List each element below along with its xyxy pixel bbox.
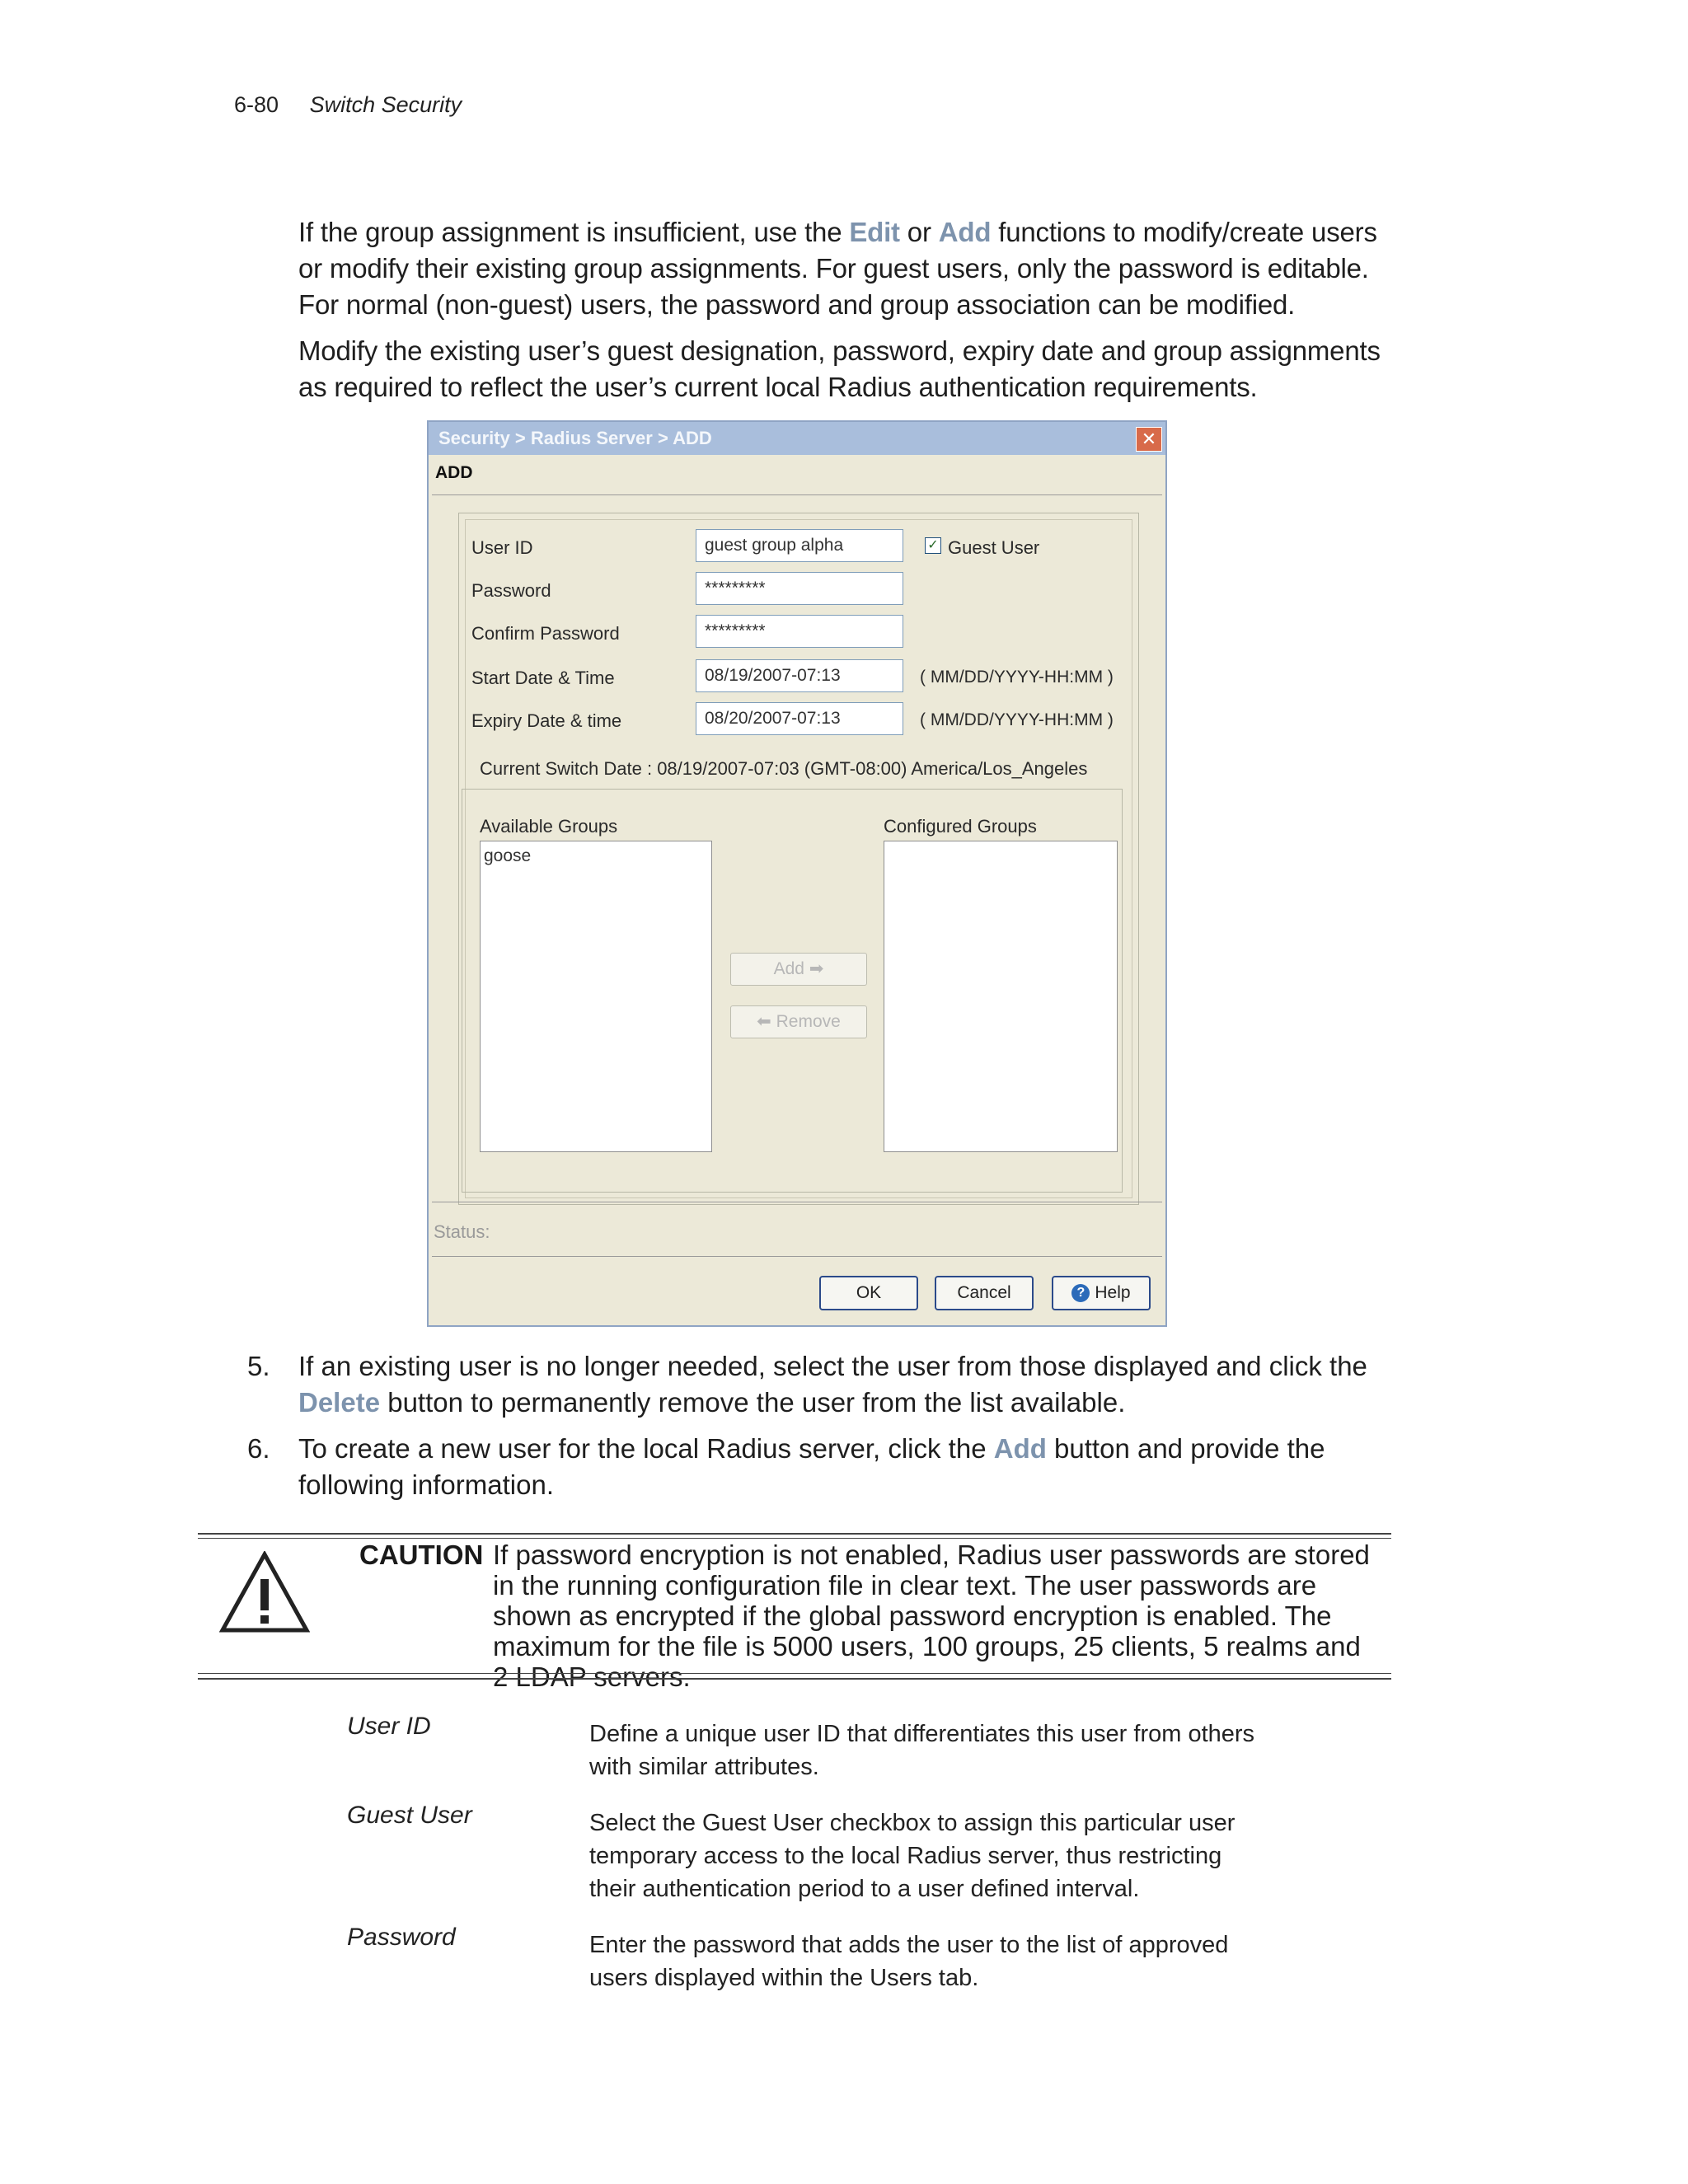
- definition-desc: Enter the password that adds the user to the list of approved users displayed within the Users tab.: [589, 1932, 1229, 1991]
- caution-text: If password encryption is not enabled, Radius user passwords are stored in the running configuration file in clear text. The user passwords are shown as encrypted if the global password encryption is enabled. The maximum for the file is 5000 users, 100 groups, 25 clients, 5 realms and 2 LDAP servers.: [493, 1540, 1370, 1692]
- password-label: Password: [471, 580, 551, 601]
- step-text: [298, 1431, 1395, 1503]
- caution-rule-bottom: [198, 1678, 1391, 1680]
- definition-term: Password: [347, 1924, 456, 1951]
- definition-desc: Define a unique user ID that differentiates this user from others with similar attributes.: [589, 1721, 1255, 1780]
- expiry-date-input[interactable]: 08/20/2007-07:13: [696, 702, 903, 735]
- list-item[interactable]: goose: [484, 846, 532, 865]
- guest-user-label: Guest User: [948, 537, 1040, 558]
- divider: [432, 494, 1162, 495]
- start-date-format: ( MM/DD/YYYY-HH:MM ): [920, 668, 1114, 687]
- definition-term: Guest User: [347, 1802, 472, 1829]
- intro-text: If the group assignment is insufficient, use the: [298, 217, 850, 247]
- step-text-part: To create a new user for the local Radius server, click the: [298, 1433, 994, 1464]
- dialog-title: Security > Radius Server > ADD: [438, 428, 712, 448]
- current-switch-date: Current Switch Date : 08/19/2007-07:03 (GMT-08:00) America/Los_Angeles: [480, 758, 1088, 779]
- expiry-date-label: Expiry Date & time: [471, 710, 622, 731]
- caution-rule-bottom-thin: [198, 1673, 1391, 1674]
- available-groups-label: Available Groups: [480, 816, 618, 837]
- remove-group-button[interactable]: ⬅ Remove: [730, 1005, 867, 1038]
- expiry-date-format: ( MM/DD/YYYY-HH:MM ): [920, 710, 1114, 729]
- available-groups-list[interactable]: [480, 841, 712, 1152]
- dialog-subtitle: ADD: [435, 463, 473, 482]
- definition-desc: Select the Guest User checkbox to assign this particular user temporary access to the local Radius server, thus restricting their authentication period to a user defined interval.: [589, 1810, 1236, 1902]
- confirm-password-input[interactable]: *********: [696, 615, 903, 648]
- add-keyword: Add: [993, 1433, 1047, 1464]
- close-icon[interactable]: ✕: [1136, 427, 1162, 452]
- step-number: 5.: [247, 1351, 270, 1381]
- start-date-input[interactable]: 08/19/2007-07:13: [696, 659, 903, 692]
- configured-groups-label: Configured Groups: [884, 816, 1037, 837]
- guest-user-checkbox[interactable]: ✓: [925, 537, 941, 554]
- intro-text: Modify the existing user’s guest designation, password, expiry date and group assignments as required to reflect the user’s current local Radius authentication requirements.: [298, 335, 1381, 402]
- page-number: 6-80: [234, 92, 279, 117]
- cancel-button[interactable]: Cancel: [935, 1276, 1034, 1310]
- intro-text: or: [899, 217, 939, 247]
- caution-rule-top: [198, 1533, 1391, 1535]
- confirm-password-label: Confirm Password: [471, 623, 620, 644]
- step-number: 6.: [247, 1433, 270, 1464]
- edit-keyword: Edit: [849, 217, 900, 247]
- section-title: Switch Security: [309, 92, 462, 117]
- help-button[interactable]: [1052, 1276, 1151, 1310]
- add-user-dialog: [427, 420, 1167, 1327]
- definition-term: User ID: [347, 1713, 431, 1740]
- password-input[interactable]: *********: [696, 572, 903, 605]
- help-icon: ?: [1071, 1284, 1090, 1302]
- status-label: Status:: [434, 1221, 490, 1242]
- user-id-label: User ID: [471, 537, 533, 558]
- intro-text: functions to modify/create users or modify their existing group assignments. For guest users, only the password is editable. For normal (non-guest) users, the password and group association can be modified.: [298, 217, 1377, 320]
- configured-groups-list[interactable]: [884, 841, 1118, 1152]
- caution-rule-top-thin: [198, 1538, 1391, 1539]
- page-header: [234, 92, 462, 118]
- caution-title: CAUTION: [359, 1540, 484, 1570]
- intro-paragraph-2: [298, 333, 1395, 405]
- ok-button[interactable]: OK: [819, 1276, 918, 1310]
- delete-keyword: Delete: [298, 1387, 381, 1418]
- step-text-part: button to permanently remove the user from the list available.: [380, 1387, 1126, 1418]
- warning-icon: [219, 1551, 310, 1633]
- divider: [432, 1256, 1162, 1257]
- help-label: Help: [1095, 1283, 1131, 1302]
- step-text-part: button and provide the following information.: [298, 1433, 1325, 1500]
- add-group-button[interactable]: Add ➡: [730, 953, 867, 986]
- add-keyword: Add: [938, 217, 992, 247]
- intro-paragraph-1: [298, 214, 1395, 323]
- user-id-input[interactable]: guest group alpha: [696, 529, 903, 562]
- step-text-part: If an existing user is no longer needed, select the user from those displayed and click the: [298, 1351, 1367, 1381]
- start-date-label: Start Date & Time: [471, 668, 615, 688]
- step-text: [298, 1348, 1395, 1421]
- dialog-title-bar: [429, 422, 1165, 455]
